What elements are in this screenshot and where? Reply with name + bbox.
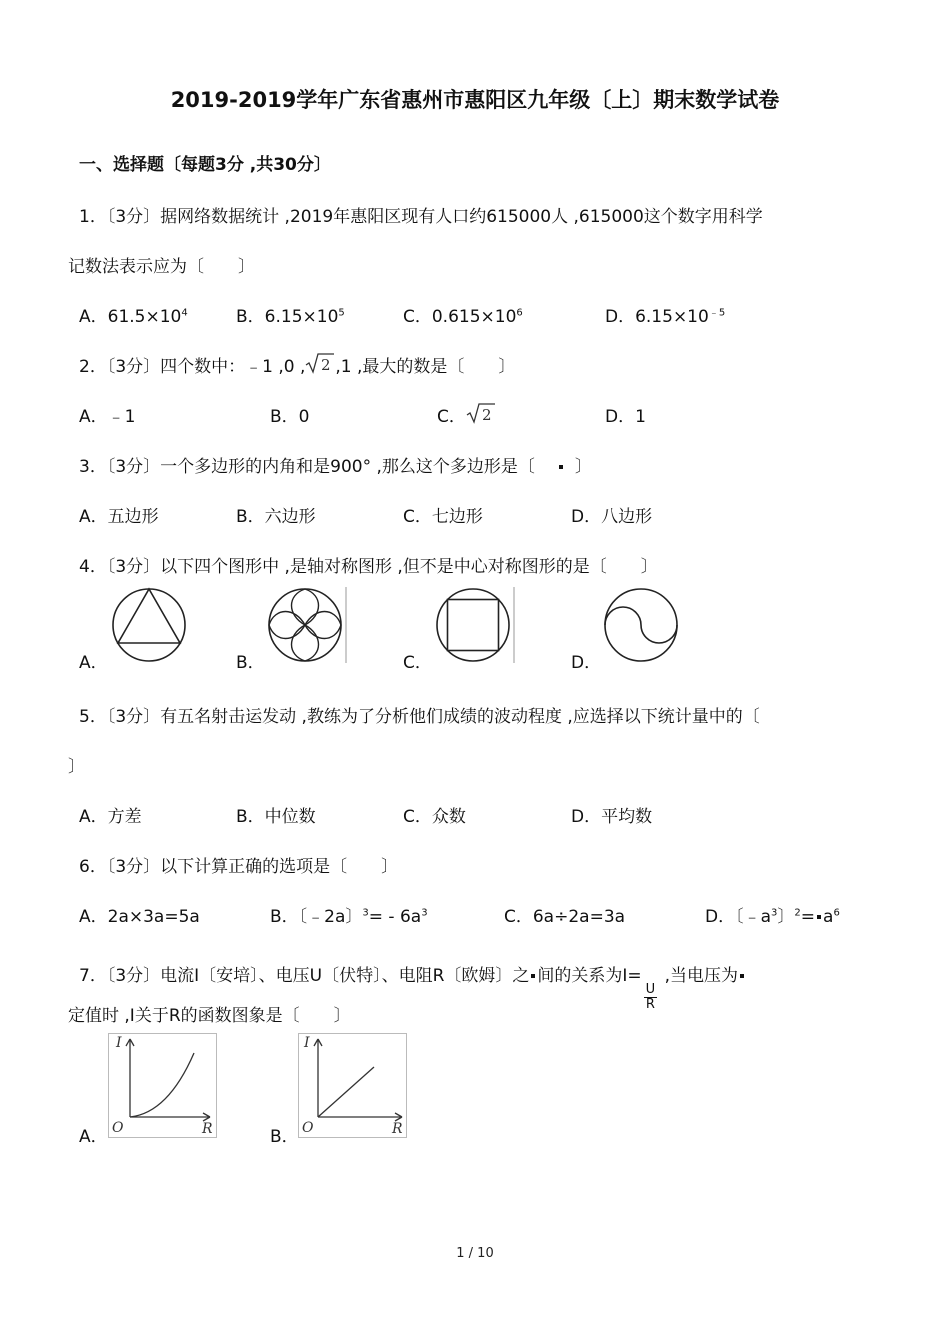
q7-stem-line1: 7．〔3分〕电流I〔安培〕、电压U〔伏特〕、电阻R〔欧姆〕之 间的关系为I= $\frac{U}{R}$ ,当电压为 <box>79 961 746 1012</box>
sqrt-radicand: 2 <box>321 356 331 374</box>
q1-option-b: B．$6.15\times 10^5$ <box>236 307 345 327</box>
q7-stem-line2: 定值时 ,I关于R的函数图象是〔 〕 <box>68 1006 351 1026</box>
sqrt-radicand: 2 <box>481 406 492 424</box>
axis-label-i: I <box>116 1035 122 1051</box>
q7-option-b-label: B． <box>270 1127 299 1147</box>
graph-b-line <box>298 1033 408 1139</box>
sqrt-two-symbol <box>466 402 496 429</box>
q2-option-b: B．0 <box>270 407 310 427</box>
origin-label: O <box>112 1120 124 1136</box>
q1-option-c: C．$0.615\times 10^6$ <box>403 307 523 327</box>
q2-option-d: D．1 <box>605 407 646 427</box>
circle-triangle-figure <box>110 587 190 665</box>
q3-option-c: C．七边形 <box>403 507 483 527</box>
q5-stem-line2: 〕 <box>68 757 85 777</box>
q1-option-a: A．$61.5\times 10^4$ <box>79 307 188 327</box>
page-title: 2019-2019学年广东省惠州市惠阳区九年级〔上〕期末数学试卷 <box>170 88 780 112</box>
q1-stem-line2: 记数法表示应为〔 〕 <box>68 257 255 277</box>
q6-option-d: D．〔$﹣a^3$〕$^2= a^6$ <box>705 907 840 927</box>
q6-option-a: A．2a×3a=5a <box>79 907 200 927</box>
q5-option-d: D．平均数 <box>571 807 653 827</box>
graph-a-curve <box>108 1033 218 1139</box>
axis-label-i: I <box>304 1035 310 1051</box>
origin-label: O <box>302 1120 314 1136</box>
u-over-r-fraction: $\frac{U}{R}$ <box>645 982 656 1012</box>
q6-option-c: C．6a÷2a=3a <box>504 907 626 927</box>
q1-option-d: D．$6.15\times 10^{﹣5}$ <box>605 307 726 327</box>
q4-stem: 4．〔3分〕以下四个图形中 ,是轴对称图形 ,但不是中心对称图形的是〔 〕 <box>79 557 658 577</box>
q2-stem: 2．〔3分〕四个数中：﹣1 ,0 , 2 ,1 ,最大的数是〔 〕 <box>79 352 515 379</box>
q3-option-a: A．五边形 <box>79 507 159 527</box>
section-heading: 一、选择题〔每题3分 ,共30分〕 <box>79 155 331 175</box>
q5-option-b: B．中位数 <box>236 807 316 827</box>
q2-option-a: A．﹣1 <box>79 407 136 427</box>
q4-option-c-label: C． <box>403 653 432 673</box>
q3-stem: 3．〔3分〕一个多边形的内角和是900° ,那么这个多边形是〔 〕 <box>79 457 592 477</box>
circle-s-curve-figure <box>602 587 682 665</box>
q3-option-b: B．六边形 <box>236 507 316 527</box>
q4-option-a-label: A． <box>79 653 108 673</box>
q5-stem-line1: 5．〔3分〕有五名射击运发动 ,教练为了分析他们成绩的波动程度 ,应选择以下统计量中的〔 <box>79 707 760 727</box>
q2-option-c: C． 2 <box>437 402 496 429</box>
axis-label-r: R <box>202 1121 213 1137</box>
sqrt-two-symbol <box>305 352 335 379</box>
q1-stem-line1: 1．〔3分〕据网络数据统计 ,2019年惠阳区现有人口约615000人 ,615000这个数字用科学 <box>79 207 763 227</box>
axis-label-r: R <box>392 1121 403 1137</box>
q5-option-a: A．方差 <box>79 807 142 827</box>
page-number: 1 / 10 <box>456 1246 494 1261</box>
q4-option-d-label: D． <box>571 653 602 673</box>
circle-square-figure <box>434 587 516 665</box>
q4-option-b-label: B． <box>236 653 265 673</box>
q5-option-c: C．众数 <box>403 807 466 827</box>
q3-option-d: D．八边形 <box>571 507 653 527</box>
q6-stem: 6．〔3分〕以下计算正确的选项是〔 〕 <box>79 857 399 877</box>
q6-option-b: B．〔﹣2a〕$^3= - 6a^3$ <box>270 907 428 927</box>
q7-option-a-label: A． <box>79 1127 108 1147</box>
circle-four-petals-figure <box>266 587 348 665</box>
